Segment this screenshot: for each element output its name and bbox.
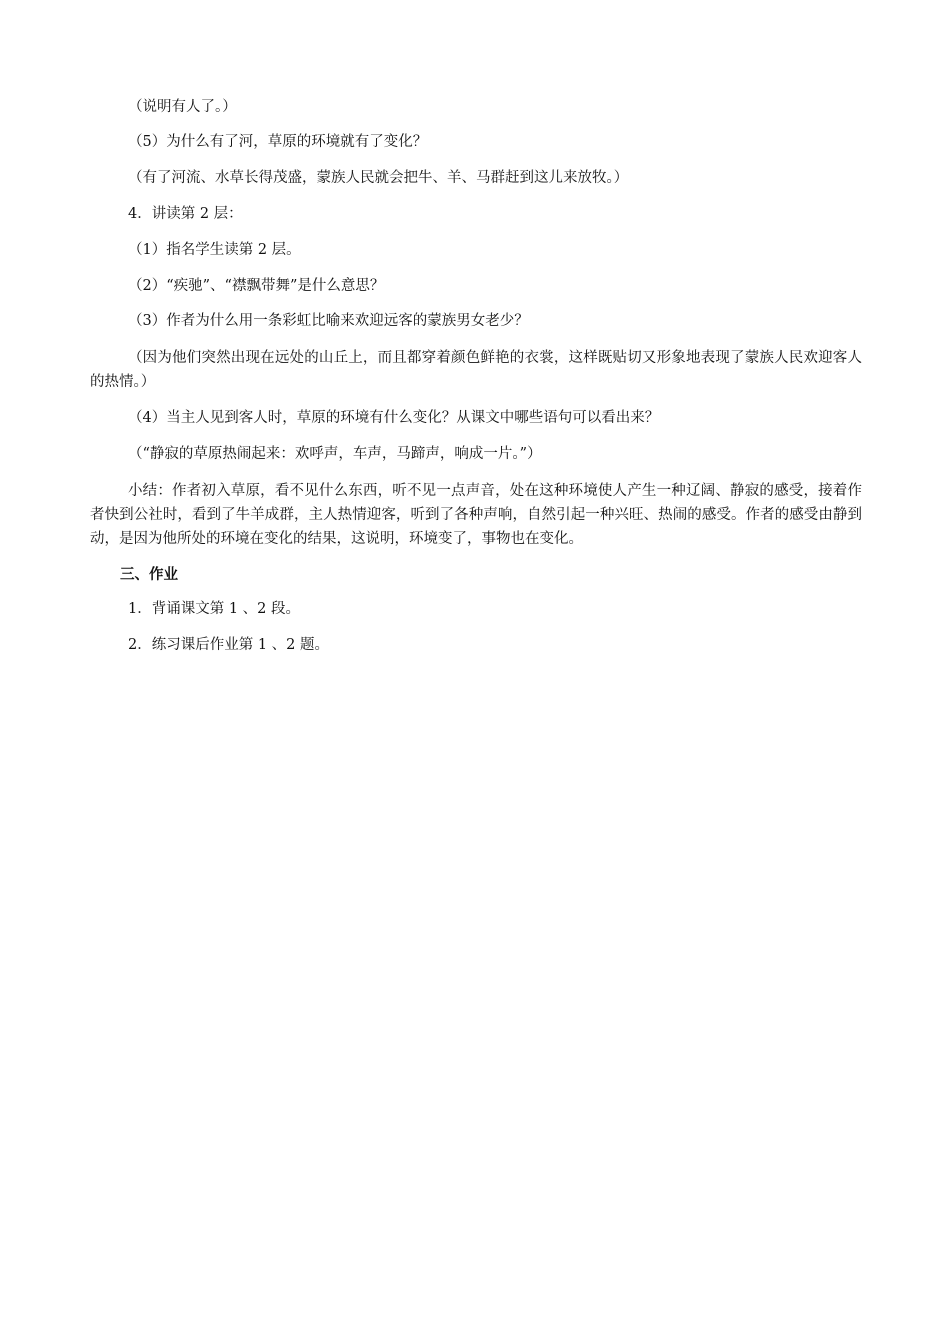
text-line: （1）指名学生读第 2 层。	[128, 242, 301, 258]
summary-paragraph: 小结：作者初入草原，看不见什么东西，听不见一点声音，处在这种环境使人产生一种辽阔、静寂的感受，接着作者快到公社时，看到了牛羊成群，主人热情迎客，听到了各种声响，自然引起一种兴旺、热闹的感受。作者的感受由静到动，是因为他所处的环境在变化的结果，这说明，环境变了，事物也在变化。	[90, 483, 862, 547]
homework-item: 1．背诵课文第 1 、2 段。	[128, 601, 301, 617]
text-line: （5）为什么有了河，草原的环境就有了变化？	[128, 134, 428, 150]
text-line: （有了河流、水草长得茂盛，蒙族人民就会把牛、羊、马群赶到这儿来放牧。）	[128, 170, 629, 186]
text-line: （2）“疾驰”、“襟飘带舞”是什么意思？	[128, 278, 385, 294]
homework-item: 2．练习课后作业第 1 、2 题。	[128, 637, 330, 653]
text-line: （说明有人了。）	[128, 99, 237, 115]
answer-paragraph: （因为他们突然出现在远处的山丘上，而且都穿着颜色鲜艳的衣裳，这样既贴切又形象地表现了蒙族人民欢迎客人的热情。）	[90, 350, 862, 390]
text-line: （3）作者为什么用一条彩虹比喻来欢迎远客的蒙族男女老少？	[128, 313, 529, 329]
text-line: （“静寂的草原热闹起来：欢呼声，车声，马蹄声，响成一片。”）	[128, 446, 542, 462]
text-line: 4．讲读第 2 层：	[128, 206, 243, 222]
text-line: （4）当主人见到客人时，草原的环境有什么变化？从课文中哪些语句可以看出来？	[128, 410, 660, 426]
section-heading: 三、作业	[120, 567, 178, 583]
